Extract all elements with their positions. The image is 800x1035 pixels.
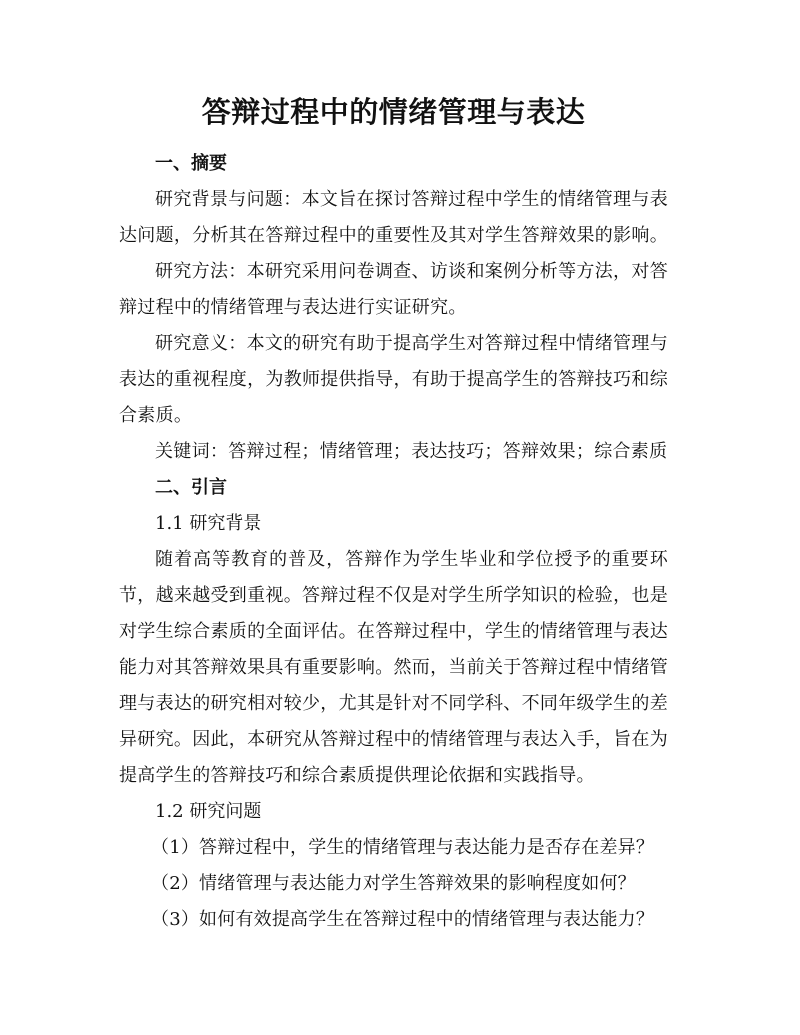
research-question-item: （1）答辩过程中，学生的情绪管理与表达能力是否存在差异？ — [151, 837, 655, 858]
abstract-keywords: 关键词：答辩过程；情绪管理；表达技巧；答辩效果；综合素质 — [155, 441, 668, 462]
research-question-item: （2）情绪管理与表达能力对学生答辩效果的影响程度如何？ — [151, 873, 636, 894]
research-background-paragraph: 随着高等教育的普及，答辩作为学生毕业和学位授予的重要环节，越来越受到重视。答辩过程不仅是对学生所学知识的检验，也是对学生综合素质的全面评估。在答辩过程中，学生的情绪管理与表达能力对其答辩效果具有重要影响。然而，当前关于答辩过程中情绪管理与表达的研究相对较少，尤其是针对不同学科、不同年级学生的差异研究。因此，本研究从答辩过程中的情绪管理与表达入手，旨在为提高学生的答辩技巧和综合素质提供理论依据和实践指导。 — [119, 549, 668, 786]
abstract-method-paragraph: 研究方法：本研究采用问卷调查、访谈和案例分析等方法，对答辩过程中的情绪管理与表达进行实证研究。 — [119, 261, 668, 318]
abstract-significance-paragraph: 研究意义：本文的研究有助于提高学生对答辩过程中情绪管理与表达的重视程度，为教师提供指导，有助于提高学生的答辩技巧和综合素质。 — [119, 333, 668, 426]
abstract-section — [119, 146, 668, 470]
introduction-section — [119, 470, 668, 938]
research-background-heading: 1.1 研究背景 — [155, 513, 262, 534]
document-title: 答辩过程中的情绪管理与表达 — [201, 95, 586, 129]
abstract-heading: 一、摘要 — [155, 153, 227, 174]
abstract-background-paragraph: 研究背景与问题：本文旨在探讨答辩过程中学生的情绪管理与表达问题，分析其在答辩过程中的重要性及其对学生答辩效果的影响。 — [119, 189, 668, 246]
introduction-heading: 二、引言 — [155, 477, 227, 498]
research-questions-list — [119, 830, 668, 938]
research-questions-heading: 1.2 研究问题 — [155, 801, 262, 822]
research-question-item: （3）如何有效提高学生在答辩过程中的情绪管理与表达能力？ — [151, 909, 655, 930]
